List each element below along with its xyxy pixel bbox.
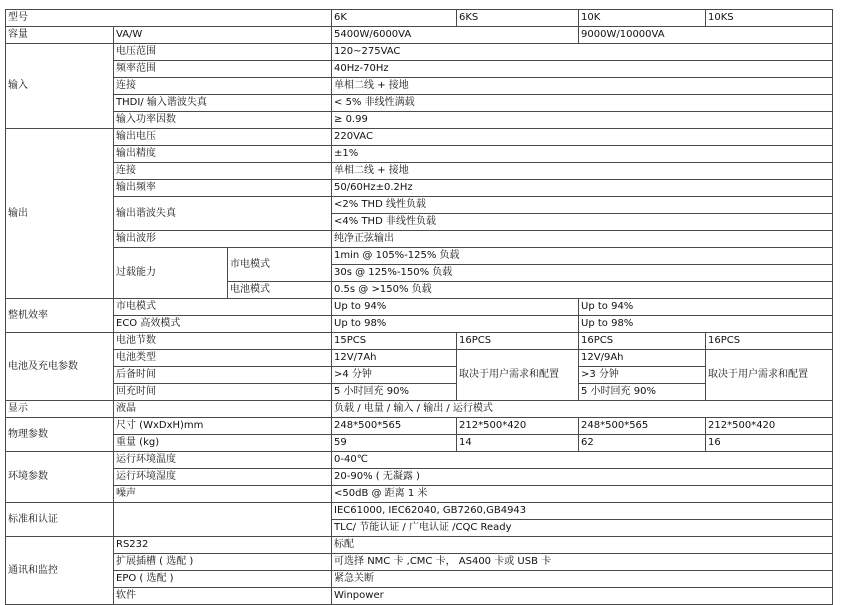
model-6ks: 6KS (457, 10, 579, 27)
table-row (6, 537, 833, 554)
table-row (6, 435, 833, 452)
row-value: 120~275VAC (332, 44, 833, 61)
table-row (6, 316, 833, 333)
table-row (6, 401, 833, 418)
table-row (6, 452, 833, 469)
table-row (6, 129, 833, 146)
row-value: 纯净正弦输出 (332, 231, 833, 248)
table-row (6, 231, 833, 248)
model-label: 型号 (6, 10, 332, 27)
row-label: 液晶 (114, 401, 332, 418)
row-value: 取决于用户需求和配置 (457, 350, 579, 401)
row-value: 16PCS (579, 333, 706, 350)
table-row (6, 299, 833, 316)
group-display: 显示 (6, 401, 114, 418)
sub-label: 市电模式 (228, 248, 332, 282)
table-row (6, 248, 833, 265)
row-value: 5 小时回充 90% (579, 384, 706, 401)
row-value: 12V/9Ah (579, 350, 706, 367)
row-label: 连接 (114, 78, 332, 95)
table-row (6, 163, 833, 180)
group-comms: 通讯和监控 (6, 537, 114, 605)
row-value: 30s @ 125%-150% 负载 (332, 265, 833, 282)
model-6k: 6K (332, 10, 457, 27)
row-value: Up to 98% (332, 316, 579, 333)
table-row (6, 418, 833, 435)
row-value: 248*500*565 (579, 418, 706, 435)
group-efficiency: 整机效率 (6, 299, 114, 333)
row-value: >3 分钟 (579, 367, 706, 384)
row-value: 取决于用户需求和配置 (706, 350, 833, 401)
table-row (6, 146, 833, 163)
table-row (6, 95, 833, 112)
row-label: 频率范围 (114, 61, 332, 78)
table-row (6, 571, 833, 588)
row-value: 0.5s @ >150% 负载 (332, 282, 833, 299)
table-row (6, 197, 833, 214)
row-value: ≥ 0.99 (332, 112, 833, 129)
capacity-label: 容量 (6, 27, 114, 44)
row-value: 212*500*420 (457, 418, 579, 435)
table-row (6, 180, 833, 197)
table-row (6, 44, 833, 61)
group-environment: 环境参数 (6, 452, 114, 503)
row-label: 运行环境湿度 (114, 469, 332, 486)
row-value: IEC61000, IEC62040, GB7260,GB4943 (332, 503, 833, 520)
row-label: 回充时间 (114, 384, 332, 401)
table-row (6, 503, 833, 520)
row-value: 16PCS (706, 333, 833, 350)
group-standards: 标准和认证 (6, 503, 114, 537)
row-label: 电池类型 (114, 350, 332, 367)
sub-label: 电池模式 (228, 282, 332, 299)
group-battery: 电池及充电参数 (6, 333, 114, 401)
row-value: 16PCS (457, 333, 579, 350)
row-value: 220VAC (332, 129, 833, 146)
table-row (6, 61, 833, 78)
capacity-unit: VA/W (114, 27, 332, 44)
row-value: <50dB @ 距离 1 米 (332, 486, 833, 503)
table-row (6, 10, 833, 27)
table-row (6, 486, 833, 503)
table-row (6, 588, 833, 605)
row-value: 5 小时回充 90% (332, 384, 457, 401)
model-10ks: 10KS (706, 10, 833, 27)
row-label: EPO ( 选配 ) (114, 571, 332, 588)
row-label: 重量 (kg) (114, 435, 332, 452)
row-value: 单相二线 + 接地 (332, 163, 833, 180)
spec-table (5, 9, 833, 605)
row-value: <4% THD 非线性负载 (332, 214, 833, 231)
group-physical: 物理参数 (6, 418, 114, 452)
group-input: 输入 (6, 44, 114, 129)
row-label: 输出精度 (114, 146, 332, 163)
row-label: 尺寸 (WxDxH)mm (114, 418, 332, 435)
row-value: < 5% 非线性满载 (332, 95, 833, 112)
row-value: 紧急关断 (332, 571, 833, 588)
row-label: 电池节数 (114, 333, 332, 350)
row-label: 输入功率因数 (114, 112, 332, 129)
row-label: ECO 高效模式 (114, 316, 332, 333)
row-value: 40Hz-70Hz (332, 61, 833, 78)
capacity-10k: 9000W/10000VA (579, 27, 833, 44)
row-value: 59 (332, 435, 457, 452)
row-value: 标配 (332, 537, 833, 554)
row-label: 软件 (114, 588, 332, 605)
row-label: 市电模式 (114, 299, 332, 316)
row-value: Up to 94% (332, 299, 579, 316)
row-value: ±1% (332, 146, 833, 163)
row-label: 输出电压 (114, 129, 332, 146)
row-label: 输出频率 (114, 180, 332, 197)
row-value: 负载 / 电量 / 输入 / 输出 / 运行模式 (332, 401, 833, 418)
row-label: 过载能力 (114, 248, 228, 299)
row-value: 可选择 NMC 卡 ,CMC 卡， AS400 卡或 USB 卡 (332, 554, 833, 571)
row-value: 20-90% ( 无凝露 ) (332, 469, 833, 486)
row-value: Up to 98% (579, 316, 833, 333)
row-label: 连接 (114, 163, 332, 180)
row-label: 输出谐波失真 (114, 197, 332, 231)
row-label: 扩展插槽 ( 选配 ) (114, 554, 332, 571)
model-10k: 10K (579, 10, 706, 27)
row-value: Up to 94% (579, 299, 833, 316)
row-label-empty (114, 503, 332, 537)
table-row (6, 78, 833, 95)
table-row (6, 333, 833, 350)
row-value: >4 分钟 (332, 367, 457, 384)
row-value: <2% THD 线性负载 (332, 197, 833, 214)
table-row (6, 27, 833, 44)
row-value: Winpower (332, 588, 833, 605)
row-value: 16 (706, 435, 833, 452)
row-value: 1min @ 105%-125% 负载 (332, 248, 833, 265)
row-value: 50/60Hz±0.2Hz (332, 180, 833, 197)
row-value: 212*500*420 (706, 418, 833, 435)
table-row (6, 350, 833, 367)
row-value: TLC/ 节能认证 / 广电认证 /CQC Ready (332, 520, 833, 537)
row-label: 噪声 (114, 486, 332, 503)
row-value: 12V/7Ah (332, 350, 457, 367)
row-label: RS232 (114, 537, 332, 554)
group-output: 输出 (6, 129, 114, 299)
table-row (6, 469, 833, 486)
row-value: 248*500*565 (332, 418, 457, 435)
capacity-6k: 5400W/6000VA (332, 27, 579, 44)
row-label: THDI/ 输入谐波失真 (114, 95, 332, 112)
row-label: 运行环境温度 (114, 452, 332, 469)
row-label: 电压范围 (114, 44, 332, 61)
row-value: 单相二线 + 接地 (332, 78, 833, 95)
table-row (6, 554, 833, 571)
row-label: 输出波形 (114, 231, 332, 248)
table-row (6, 112, 833, 129)
row-value: 14 (457, 435, 579, 452)
row-value: 62 (579, 435, 706, 452)
row-value: 0-40℃ (332, 452, 833, 469)
row-label: 后备时间 (114, 367, 332, 384)
row-value: 15PCS (332, 333, 457, 350)
